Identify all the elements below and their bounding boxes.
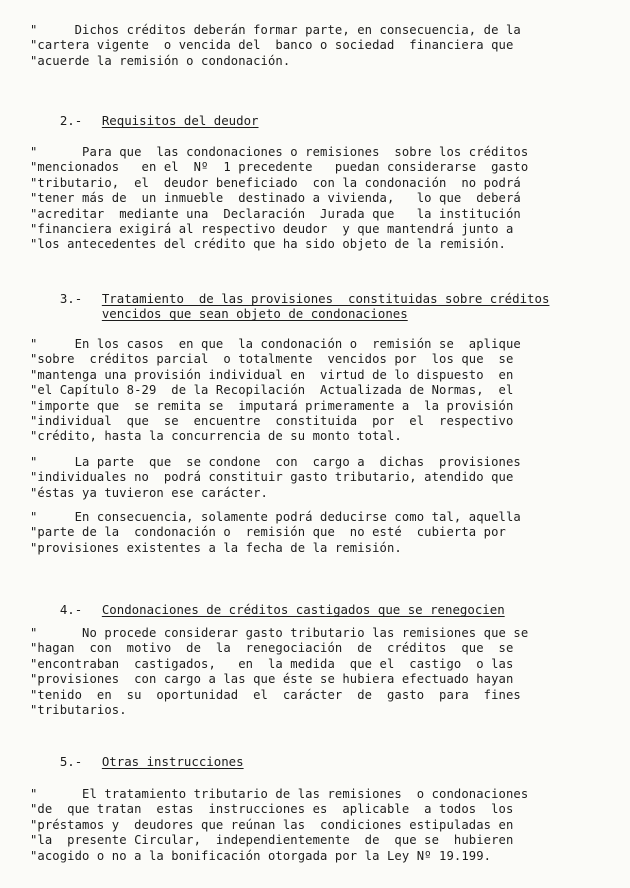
section-2-number: 2.- — [59, 113, 83, 129]
text-line: "tributario, el deudor beneficiado con la condonación no podrá — [30, 175, 521, 190]
text-line: "tener más de un inmueble destinado a vivienda, lo que deberá — [30, 191, 521, 206]
text-line: "cartera vigente o vencida del banco o sociedad financiera que — [30, 38, 514, 53]
section-3-paragraph-2 — [30, 455, 612, 501]
section-5-title: Otras instrucciones — [101, 754, 244, 770]
section-3-paragraph-3 — [30, 510, 612, 556]
section-3-heading-cont — [30, 291, 620, 337]
text-line: "el Capítulo 8-29 de la Recopilación Actualizada de Normas, el — [30, 383, 514, 398]
text-line: "individual que se encuentre constituida por el respectivo — [30, 414, 514, 429]
text-line: " El tratamiento tributario de las remisiones o condonaciones — [30, 787, 529, 801]
text-line: " Para que las condonaciones o remisiones sobre los créditos — [30, 145, 529, 159]
text-line: "encontraban castigados, en la medida que el castigo o las — [30, 656, 514, 671]
section-5-paragraph-1 — [30, 787, 612, 864]
section-5-heading — [30, 739, 620, 785]
text-line: "préstamos y deudores que reúnan las condiciones estipuladas en — [30, 817, 514, 832]
intro-paragraph — [30, 23, 612, 69]
section-2-paragraph-1 — [30, 145, 612, 253]
text-line: "provisiones existentes a la fecha de la remisión. — [30, 540, 402, 555]
text-line: "los antecedentes del crédito que ha sido objeto de la remisión. — [30, 237, 506, 252]
text-line: "parte de la condonación o remisión que no esté cubierta por — [30, 525, 506, 540]
section-5-number: 5.- — [59, 754, 83, 770]
text-line: "hagan con motivo de la renegociación de créditos que se — [30, 641, 514, 656]
text-line: "éstas ya tuvieron ese carácter. — [30, 485, 268, 500]
text-line: "financiera exigirá al respectivo deudor y que mantendrá junto a — [30, 222, 514, 237]
text-line: "mencionados en el Nº 1 precedente puedan considerarse gasto — [30, 160, 529, 175]
text-line: "importe que se remita se imputará primeramente a la provisión — [30, 398, 514, 413]
text-line: "mantenga una provisión individual en virtud de lo dispuesto en — [30, 367, 514, 382]
section-2-heading — [30, 98, 620, 144]
section-4-paragraph-1 — [30, 626, 612, 718]
text-line: "acuerde la remisión o condonación. — [30, 53, 291, 68]
section-3-number: 3.- — [59, 291, 83, 307]
text-line: "crédito, hasta la concurrencia de su monto total. — [30, 429, 402, 444]
section-3-title-line-1: Tratamiento de las provisiones constituidas sobre créditos — [101, 291, 550, 307]
section-2-title: Requisitos del deudor — [101, 113, 259, 129]
text-line: " En consecuencia, solamente podrá deducirse como tal, aquella — [30, 510, 521, 524]
text-line: "tributarios. — [30, 703, 127, 718]
text-line: " No procede considerar gasto tributario las remisiones que se — [30, 626, 529, 640]
text-line: "sobre créditos parcial o totalmente vencidos por los que se — [30, 352, 514, 367]
text-line: "provisiones con cargo a las que éste se hubiera efectuado hayan — [30, 672, 514, 687]
text-line: "acreditar mediante una Declaración Jurada que la institución — [30, 206, 521, 221]
text-line: "tenido en su oportunidad el carácter de gasto para fines — [30, 687, 521, 702]
section-4-title: Condonaciones de créditos castigados que se renegocien — [101, 602, 505, 618]
text-line: " Dichos créditos deberán formar parte, en consecuencia, de la — [30, 23, 521, 37]
text-line: "la presente Circular, independientemente de que se hubieren — [30, 833, 514, 848]
text-line: "de que tratan estas instrucciones es aplicable a todos los — [30, 802, 514, 817]
section-4-number: 4.- — [59, 602, 83, 618]
text-line: " En los casos en que la condonación o remisión se aplique — [30, 337, 521, 351]
section-3-title-line-2: vencidos que sean objeto de condonaciones — [101, 306, 408, 322]
text-line: " La parte que se condone con cargo a dichas provisiones — [30, 455, 521, 469]
text-line: "acogido o no a la bonificación otorgada por la Ley Nº 19.199. — [30, 848, 492, 863]
section-3-paragraph-1 — [30, 337, 612, 445]
text-line: "individuales no podrá constituir gasto tributario, atendido que — [30, 470, 514, 485]
